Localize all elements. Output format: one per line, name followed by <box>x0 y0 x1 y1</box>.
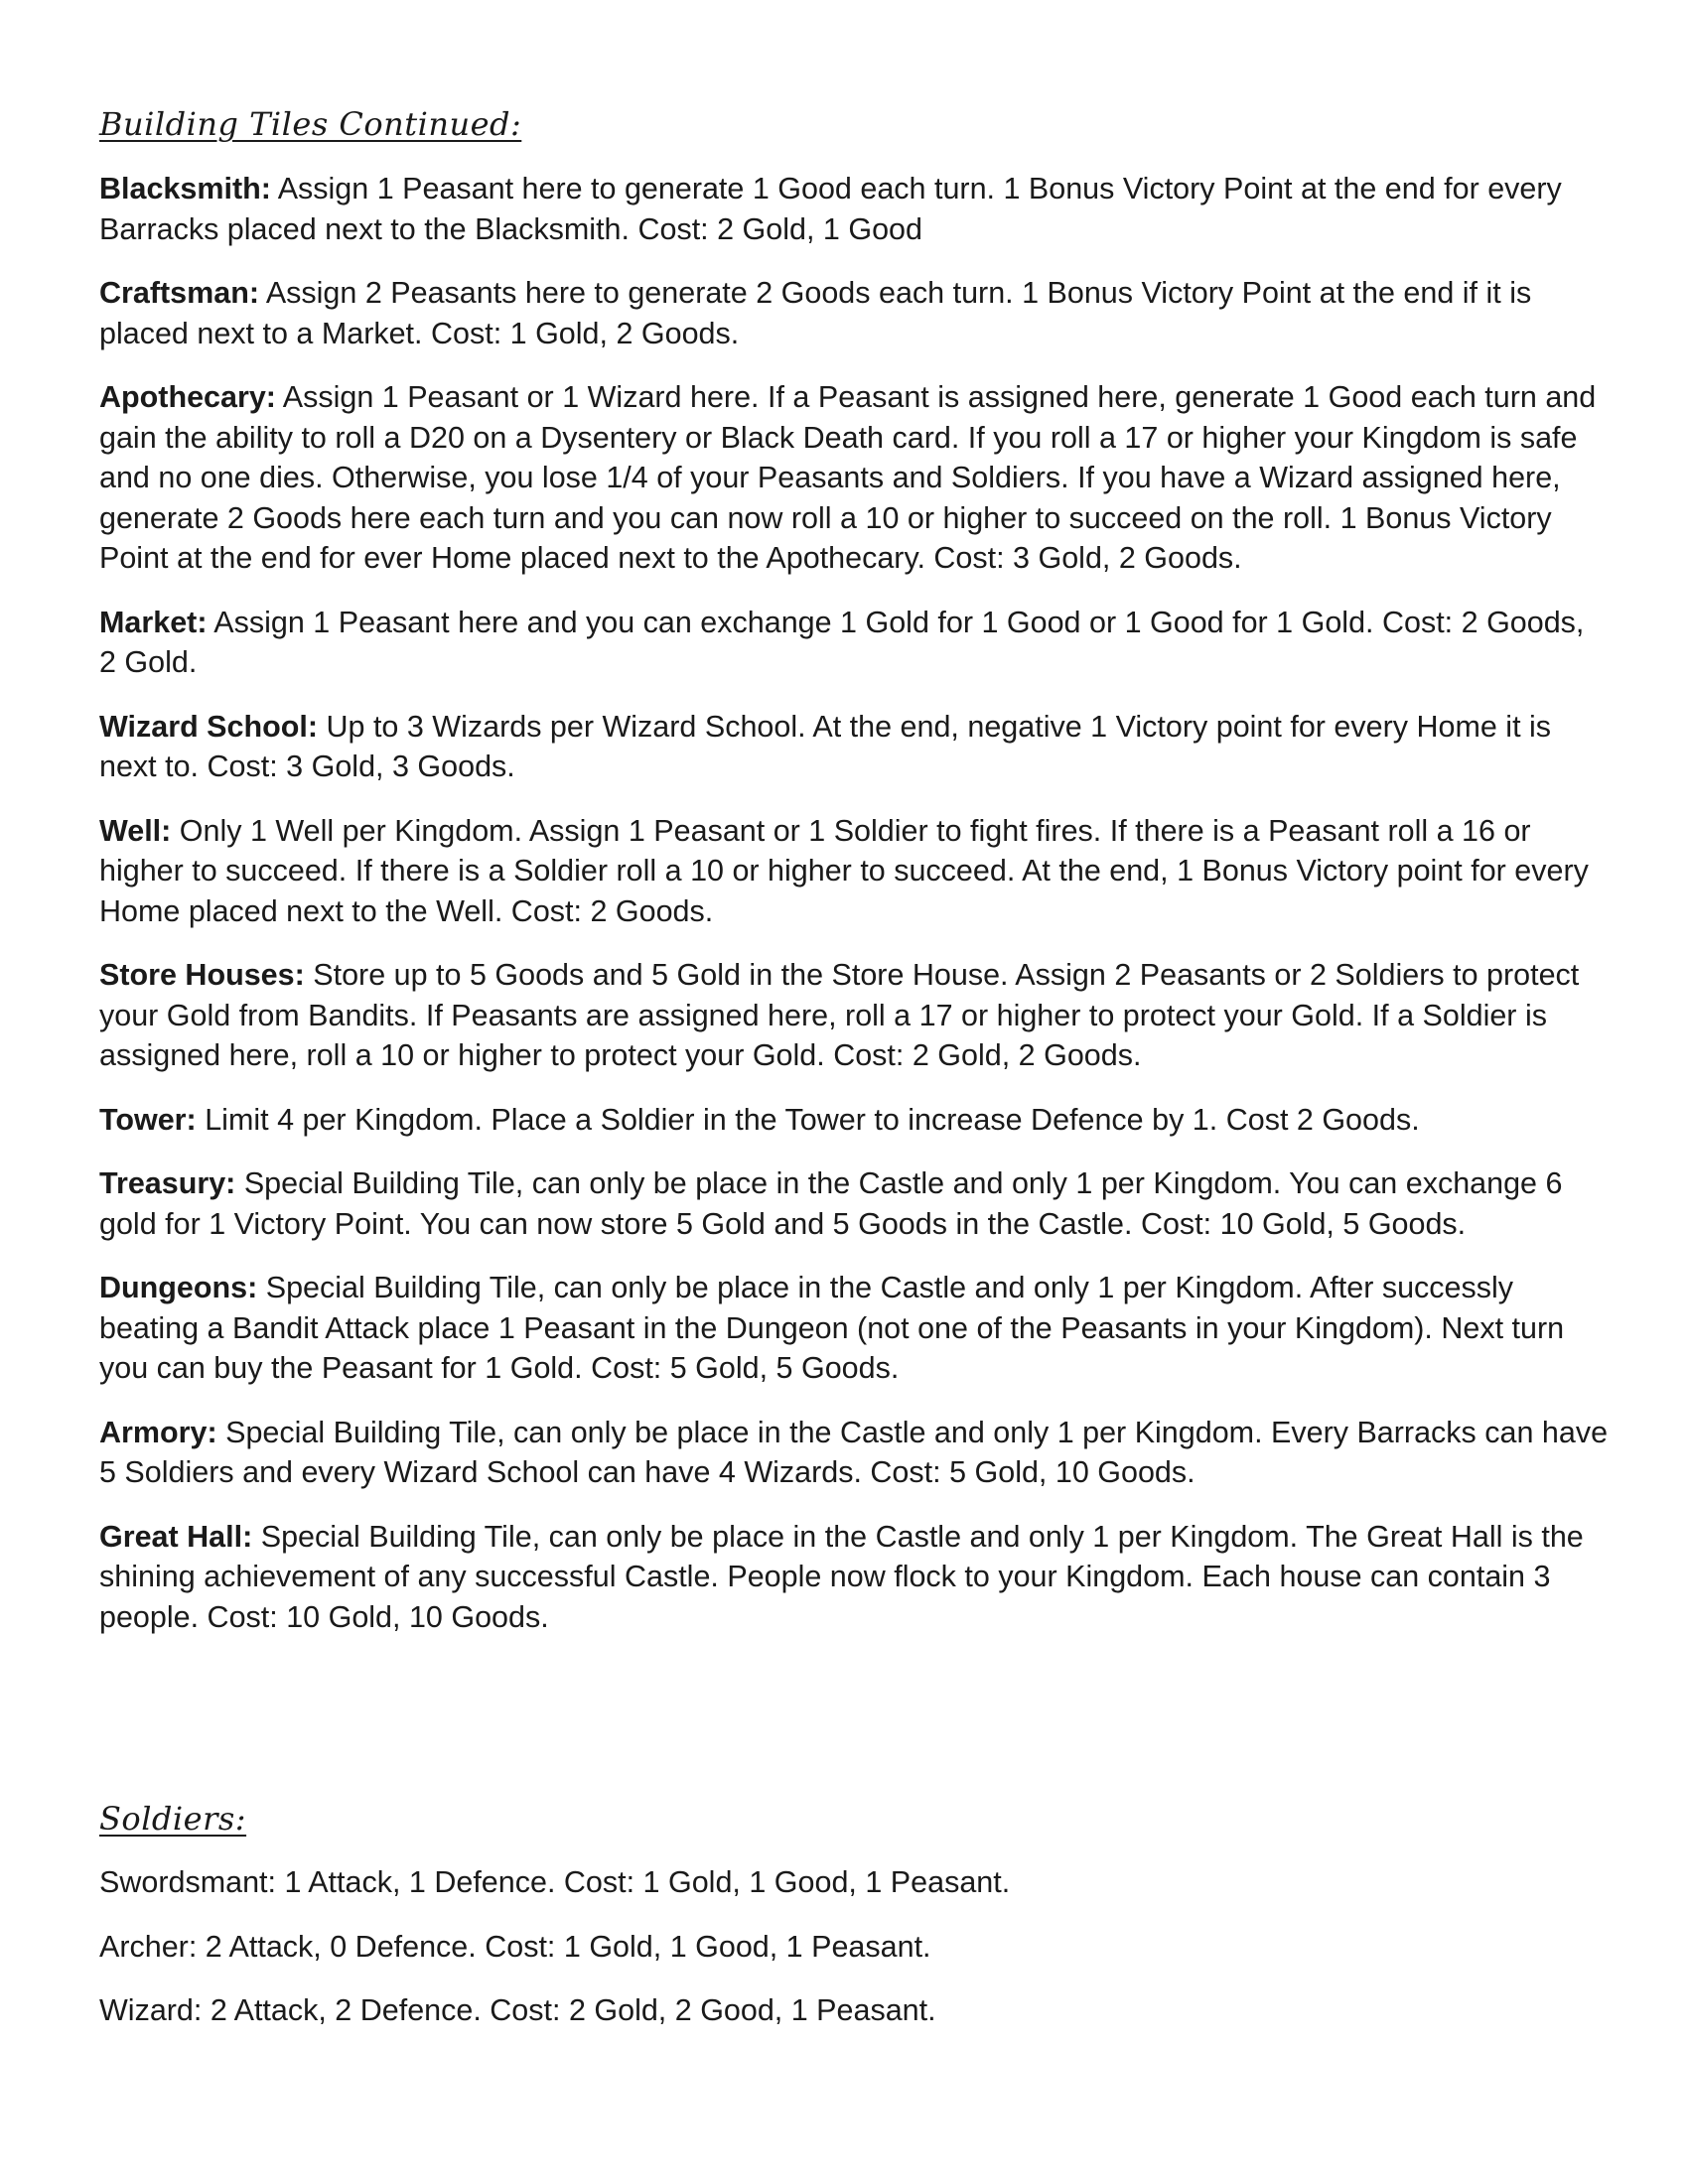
building-name: Tower: <box>99 1102 197 1137</box>
building-entry <box>99 1100 1609 1141</box>
building-name: Store Houses: <box>99 958 305 992</box>
building-description: Assign 1 Peasant or 1 Wizard here. If a Peasant is assigned here, generate 1 Good each turn and gain the ability to roll a D20 on a Dysentery or Black Death card. If you roll a 17 or higher your Kingdom is safe and no one dies. Otherwise, you lose 1/4 of your Peasants and Soldiers. If you have a Wizard assigned here, generate 2 Goods here each turn and you can now roll a 10 or higher to succeed on the roll. 1 Bonus Victory Point at the end for ever Home placed next to the Apothecary. Cost: 3 Gold, 2 Goods. <box>99 380 1597 575</box>
building-entry <box>99 603 1609 683</box>
building-name: Great Hall: <box>99 1519 253 1554</box>
building-description: Special Building Tile, can only be place in the Castle and only 1 per Kingdom. After successly beating a Bandit Attack place 1 Peasant in the Dungeon (not one of the Peasants in your Kingdom). Next turn you can buy the Peasant for 1 Gold. Cost: 5 Gold, 5 Goods. <box>99 1271 1565 1385</box>
building-description: Only 1 Well per Kingdom. Assign 1 Peasant or 1 Soldier to fight fires. If there is a Peasant roll a 16 or higher to succeed. If there is a Soldier roll a 10 or higher to succeed. At the end, 1 Bonus Victory point for every Home placed next to the Well. Cost: 2 Goods. <box>99 813 1589 928</box>
building-name: Apothecary: <box>99 380 276 414</box>
building-entry <box>99 169 1609 249</box>
building-name: Market: <box>99 605 208 639</box>
building-entry <box>99 955 1609 1076</box>
building-name: Well: <box>99 813 172 848</box>
building-entry <box>99 1413 1609 1493</box>
building-name: Craftsman: <box>99 276 260 310</box>
building-entry <box>99 377 1609 579</box>
building-name: Blacksmith: <box>99 172 271 205</box>
building-entry <box>99 707 1609 787</box>
building-list <box>99 169 1609 1661</box>
building-entry <box>99 1268 1609 1389</box>
building-description: Special Building Tile, can only be place in the Castle and only 1 per Kingdom. You can exchange 6 gold for 1 Victory Point. You can now store 5 Gold and 5 Goods in the Castle. Cost: 10 Gold, 5 Goods. <box>99 1166 1563 1241</box>
soldier-entry: Archer: 2 Attack, 0 Defence. Cost: 1 Gold, 1 Good, 1 Peasant. <box>99 1929 931 1964</box>
soldier-entry: Wizard: 2 Attack, 2 Defence. Cost: 2 Gold, 2 Good, 1 Peasant. <box>99 1993 936 2027</box>
building-description: Assign 1 Peasant here to generate 1 Good each turn. 1 Bonus Victory Point at the end for every Barracks placed next to the Blacksmith. Cost: 2 Gold, 1 Good <box>99 172 1562 246</box>
building-entry <box>99 1517 1609 1638</box>
soldier-list <box>99 1862 1609 2055</box>
building-description: Up to 3 Wizards per Wizard School. At the end, negative 1 Victory point for every Home it is next to. Cost: 3 Gold, 3 Goods. <box>99 709 1552 783</box>
building-tiles-heading: Building Tiles Continued: <box>99 105 522 143</box>
building-description: Assign 1 Peasant here and you can exchange 1 Gold for 1 Good or 1 Good for 1 Gold. Cost: 2 Goods, 2 Gold. <box>99 605 1585 679</box>
soldiers-heading: Soldiers: <box>99 1800 247 1838</box>
building-description: Special Building Tile, can only be place in the Castle and only 1 per Kingdom. Every Barracks can have 5 Soldiers and every Wizard School can have 4 Wizards. Cost: 5 Gold, 10 Goods. <box>99 1415 1609 1489</box>
building-name: Wizard School: <box>99 709 319 744</box>
building-entry <box>99 273 1609 353</box>
building-name: Dungeons: <box>99 1271 258 1304</box>
building-entry <box>99 1163 1609 1244</box>
building-description: Special Building Tile, can only be place in the Castle and only 1 per Kingdom. The Great Hall is the shining achievement of any successful Castle. People now flock to your Kingdom. Each house can contain 3 people. Cost: 10 Gold, 10 Goods. <box>99 1519 1584 1634</box>
building-name: Armory: <box>99 1415 217 1449</box>
soldier-entry: Swordsmant: 1 Attack, 1 Defence. Cost: 1 Gold, 1 Good, 1 Peasant. <box>99 1865 1011 1899</box>
building-description: Store up to 5 Goods and 5 Gold in the Store House. Assign 2 Peasants or 2 Soldiers to protect your Gold from Bandits. If Peasants are assigned here, roll a 17 or higher to protect your Gold. If a Soldier is assigned here, roll a 10 or higher to protect your Gold. Cost: 2 Gold, 2 Goods. <box>99 958 1580 1072</box>
building-description: Limit 4 per Kingdom. Place a Soldier in the Tower to increase Defence by 1. Cost 2 Goods. <box>205 1102 1420 1137</box>
building-description: Assign 2 Peasants here to generate 2 Goods each turn. 1 Bonus Victory Point at the end if it is placed next to a Market. Cost: 1 Gold, 2 Goods. <box>99 276 1532 350</box>
building-name: Treasury: <box>99 1166 236 1200</box>
building-entry <box>99 811 1609 932</box>
